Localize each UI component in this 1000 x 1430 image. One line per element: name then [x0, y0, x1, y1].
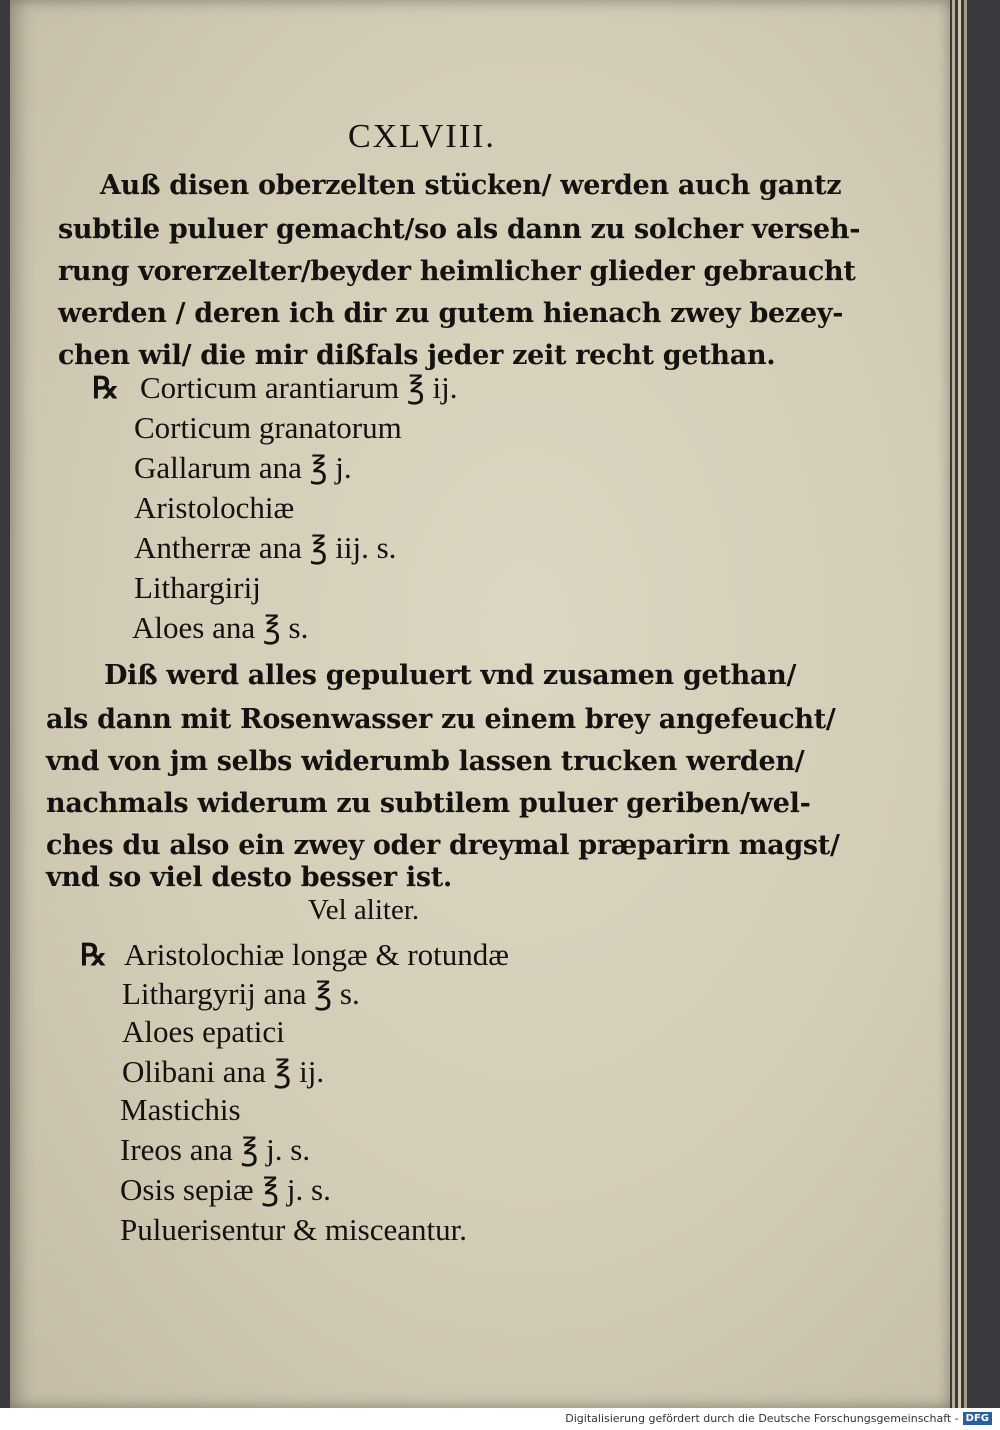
recipe-item: Aloes ana ℥ s.: [132, 610, 309, 645]
recipe-item: Aristolochiæ: [134, 490, 295, 525]
recipe-item: Ireos ana ℥ j. s.: [120, 1132, 311, 1167]
text-line: rung vorerzelter/beyder heimlicher glieder gebraucht: [58, 256, 856, 287]
section-heading: Vel aliter.: [308, 894, 420, 926]
recipe-item: Puluerisentur & misceantur.: [120, 1212, 467, 1247]
recipe-item: Corticum granatorum: [134, 410, 402, 445]
dfg-logo: DFG: [963, 1412, 992, 1425]
recipe-item: Olibani ana ℥ ij.: [122, 1054, 325, 1089]
recipe-item: Lithargirij: [134, 570, 261, 605]
funding-credit: [565, 1412, 992, 1425]
text-line: werden / deren ich dir zu gutem hienach zwey bezey-: [58, 298, 844, 329]
recipe-item: Lithargyrij ana ℥ s.: [122, 976, 360, 1011]
text-line: vnd von jm selbs widerumb lassen trucken werden/: [46, 746, 805, 777]
folio-number: CXLVIII.: [348, 118, 496, 155]
text-line: nachmals widerum zu subtilem puluer geriben/wel-: [46, 788, 811, 819]
recipe-sign: ℞: [80, 939, 107, 972]
recipe-sign: ℞: [92, 372, 119, 405]
recipe-item: Mastichis: [120, 1092, 241, 1127]
text-line: Diß werd alles gepuluert vnd zusamen gethan/: [104, 660, 797, 691]
text-line: als dann mit Rosenwasser zu einem brey angefeucht/: [46, 704, 836, 735]
recipe-item: Aloes epatici: [122, 1014, 285, 1049]
page-edge: [958, 0, 961, 1408]
recipe-item: Osis sepiæ ℥ j. s.: [120, 1172, 331, 1207]
recipe-item: Corticum arantiarum ℥ ij.: [140, 370, 458, 405]
text-line: Auß disen oberzelten stücken/ werden auch gantz: [100, 170, 842, 201]
text-line: ches du also ein zwey oder dreymal præparirn magst/: [46, 830, 840, 861]
text-line: subtile puluer gemacht/so als dann zu solcher verseh-: [58, 214, 861, 245]
recipe-item: Aristolochiæ longæ & rotundæ: [124, 937, 509, 972]
credit-text: Digitalisierung gefördert durch die Deutsche Forschungsgemeinschaft -: [565, 1412, 959, 1425]
recipe-item: Antherræ ana ℥ iij. s.: [134, 530, 397, 565]
page-edge: [952, 0, 955, 1408]
page-edge: [964, 0, 967, 1408]
recipe-item: Gallarum ana ℥ j.: [134, 450, 352, 485]
text-line: chen wil/ die mir dißfals jeder zeit recht gethan.: [58, 340, 776, 371]
text-line: vnd so viel desto besser ist.: [46, 862, 453, 893]
